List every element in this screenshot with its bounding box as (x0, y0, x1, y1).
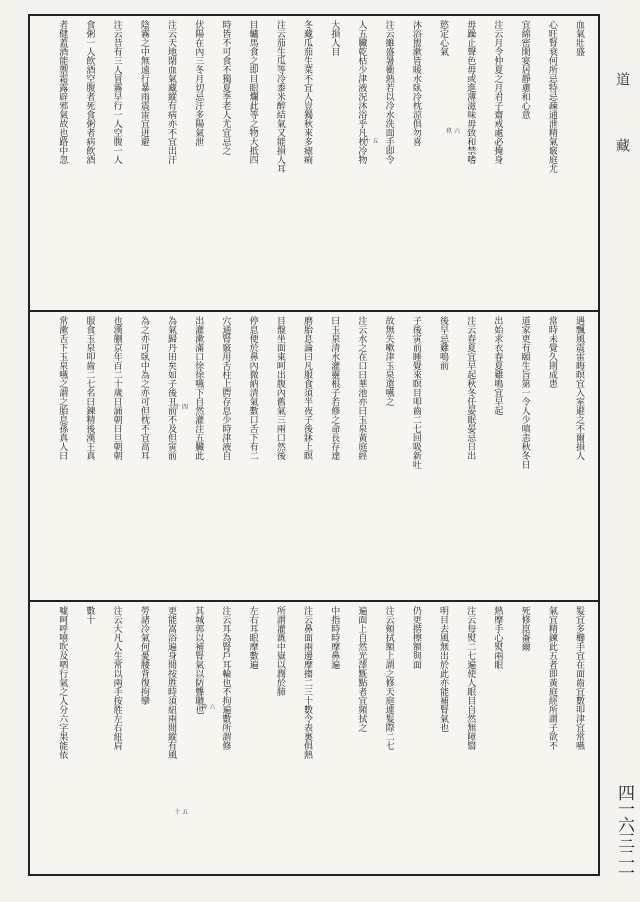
column-text: 所謂灌溉中嶽以潤於肺 (274, 606, 285, 696)
text-column (539, 16, 565, 310)
block-print-mark: 玖 六 (446, 128, 460, 135)
column-text: 遍面上自然光澤黖點者宜頻拭之 (356, 606, 367, 732)
block-print-mark: 十 五 (174, 809, 188, 816)
text-column (430, 16, 456, 310)
column-text: 食粥一人飲酒空腹者死食粥者病飲酒 (84, 20, 95, 164)
column-text: 停息便於鼻內微納清氣數口舌下有二 (247, 316, 258, 460)
text-column (267, 16, 293, 310)
column-text: 為之亦可臥中為之亦可但枕不宜高耳 (138, 316, 149, 460)
column-text: 中指時時摩鼻遍 (329, 606, 340, 669)
text-column (348, 312, 374, 600)
column-text: 宜綿密閑宴居靜慮和心意 (519, 20, 530, 119)
column-text: 出灌漱滿口徐徐嚥下自然灌注五臟此 (193, 316, 204, 460)
column-text: 勞諸冷氣何憂腰背復拘攣 (138, 606, 149, 705)
text-column (267, 602, 293, 874)
text-column (376, 602, 402, 874)
column-text: 注云大凡人生常以兩手按胜左右紐肩 (111, 606, 122, 750)
column-text: 心旺腎衰何所忌特忌疎通泄精氣竅庭尤 (546, 20, 557, 173)
text-column (76, 312, 102, 600)
text-band-3 (30, 602, 598, 874)
column-text: 注云鼻面兩邊摩搊二三十數令表裏俱熱 (302, 606, 312, 759)
text-column (131, 16, 157, 310)
column-text: 大損人目 (329, 20, 340, 56)
column-text: 道家更有頤生旨第一令人少嗔恚秋冬日 (519, 316, 530, 469)
text-column (49, 16, 75, 310)
text-column (457, 602, 483, 874)
text-column (566, 312, 592, 600)
text-column (484, 16, 510, 310)
column-text: 注云耳為腎戶耳輪也不拘遍數所謂修 (220, 606, 231, 750)
column-text: 氣宜精鍊此五者即黃庭經所謂子欲不 (546, 606, 557, 750)
text-column (321, 16, 347, 310)
text-column (512, 16, 538, 310)
text-column (430, 312, 456, 600)
text-column (212, 16, 238, 310)
column-text: 注云茄生瓜等冷黍米醉結氣又能損人耳 (274, 20, 285, 173)
column-text: 仍更揩擦額與面 (410, 606, 421, 669)
column-text: 為氣歸丹田矣如子後丑前不及但寅前 (166, 316, 176, 460)
text-column (294, 602, 320, 874)
column-text: 子後寅前睡覺來瞑目叩齒二七回吸新吐 (410, 316, 421, 469)
text-column (539, 312, 565, 600)
column-text: 熱摩手心熨兩眼 (492, 606, 503, 669)
text-column (430, 602, 456, 874)
text-band-2 (30, 312, 598, 602)
column-text: 人五臟乾枯少津液況沐浴乎凡枕冷物 (356, 20, 367, 164)
text-column (158, 312, 184, 600)
text-column (267, 312, 293, 600)
text-column (376, 16, 402, 310)
text-column (212, 602, 238, 874)
text-column (321, 312, 347, 600)
column-text: 磨胎息論曰凡服食須半夜子後牀上瞑 (302, 316, 312, 460)
text-column (294, 312, 320, 600)
page-frame (28, 14, 600, 876)
column-text: 服食玉泉叩齒二七名曰鍊精後漢王真 (84, 316, 95, 460)
column-text: 死修崑崙爾 (519, 606, 530, 651)
text-column (348, 602, 374, 874)
text-column (240, 602, 266, 874)
column-text: 慾定心氣 (438, 20, 448, 56)
page-number: 四一六三二一 (614, 784, 634, 880)
text-column (512, 602, 538, 874)
text-column (131, 602, 157, 874)
text-column (376, 312, 402, 600)
text-column (185, 602, 211, 874)
text-column (49, 312, 75, 600)
block-print-mark: 十 五 (364, 138, 379, 145)
column-text: 注云水之在口曰華池亦曰玉泉黃庭經 (356, 316, 367, 460)
text-column (76, 16, 102, 310)
column-text: 明目去風無出於此亦能補腎氣也 (438, 606, 448, 732)
column-text: 注云月令仲夏之月君子齋戒處必掩身 (492, 20, 503, 164)
text-column (321, 602, 347, 874)
margin-title: 道 藏 (614, 72, 630, 170)
column-text: 當時未覺久則成患 (546, 316, 557, 388)
text-column (185, 312, 211, 600)
column-text: 目驢馬食之即目眼爛此等之物大抵四 (247, 20, 258, 164)
text-column (512, 312, 538, 600)
text-column (348, 16, 374, 310)
column-text: 數十 (84, 606, 95, 624)
column-text: 時皆不可食不獨夏季老人尤宜忌之 (220, 20, 231, 155)
block-print-mark: 陸 六 (201, 704, 216, 711)
text-column (403, 16, 429, 310)
text-column (457, 16, 483, 310)
text-column (240, 312, 266, 600)
column-text: 毋躁止聲色毋或進薄滋味毋致和禁嗜 (465, 20, 476, 164)
column-text: 冬藏瓜茄生菜不宜人豈獨秋來多瘧痢 (302, 20, 312, 164)
text-column (185, 16, 211, 310)
column-text: 故無失嗽津玉泉還嚥之 (383, 316, 394, 406)
text-column (484, 312, 510, 600)
text-column (240, 16, 266, 310)
text-column (104, 602, 130, 874)
text-column (294, 16, 320, 310)
column-text: 更能嵩浴遍身間按胜時須紐兩間縱有風 (166, 606, 176, 759)
column-text: 沐浴盥漱皆暖水臥冷枕涼俱勿喜 (410, 20, 421, 146)
column-text: 注云雖盛暑衝熱若以冷水洗面手即令 (383, 20, 394, 164)
column-text: 注云昔有三人冒霧早行一人空腹一人 (111, 20, 122, 164)
column-text: 遇飄風震雷晦暝宜入室避之不爾損人 (574, 316, 584, 460)
text-band-1 (30, 16, 598, 312)
text-column (158, 16, 184, 310)
column-text: 後早忌雞鳴前 (438, 316, 448, 370)
column-text: 髮宜多櫛手宜在面齒宜數叩津宜常嚥 (574, 606, 584, 750)
column-text: 也漢蒯京年百二十歲日誦朝日旦朝朝 (111, 316, 122, 460)
column-text: 噓呵呼嘻吹及呬行氣之人分六字果能依 (57, 606, 68, 759)
text-column (539, 602, 565, 874)
text-column (104, 312, 130, 600)
text-column (76, 602, 102, 874)
column-text: 其城郭以補腎氣以防聾聵也 (193, 606, 204, 714)
column-text: 注云春夏宜早起秋冬任晏眠晏忌日出 (465, 316, 476, 460)
column-text: 者健蓋酒能禦霜露辟邪氣故也路中忽 (57, 20, 68, 164)
column-text: 出始求衣春夏雞鳴宜早起 (492, 316, 503, 415)
column-text: 注云天地閉血氣藏縱有病亦不宜出汗 (166, 20, 176, 164)
text-column (212, 312, 238, 600)
column-text: 曰玉泉清水灌靈根子若修之命長存達 (329, 316, 340, 460)
block-print-mark: 十 四 (174, 404, 188, 411)
text-column (566, 602, 592, 874)
text-column (484, 602, 510, 874)
column-text: 穴通腎竅用舌柱上腭存息少時津液自 (220, 316, 231, 460)
text-column (49, 602, 75, 874)
text-column (158, 602, 184, 874)
column-text: 伏陽在內三冬月切忌汗多陽氣泄 (193, 20, 204, 146)
column-text: 血氣壯盛 (574, 20, 584, 56)
text-column (403, 602, 429, 874)
text-column (131, 312, 157, 600)
column-text: 注云頰拭額上謂之修天庭連髮際二七 (383, 606, 394, 750)
text-column (403, 312, 429, 600)
text-column (566, 16, 592, 310)
column-text: 注云每熨二七遍使人眼目自然無障翳 (465, 606, 476, 750)
column-text: 常漱舌下玉泉嚥之謂之胎息孫真人曰 (57, 316, 68, 460)
column-text: 左右耳眼摩數遍 (247, 606, 258, 669)
text-column (457, 312, 483, 600)
column-text: 陰霧之中無遠行暴雨震雷宜迸避 (138, 20, 149, 146)
column-text: 目盤坐面東呵出腹內舊氣三兩口然後 (274, 316, 285, 460)
text-column (104, 16, 130, 310)
